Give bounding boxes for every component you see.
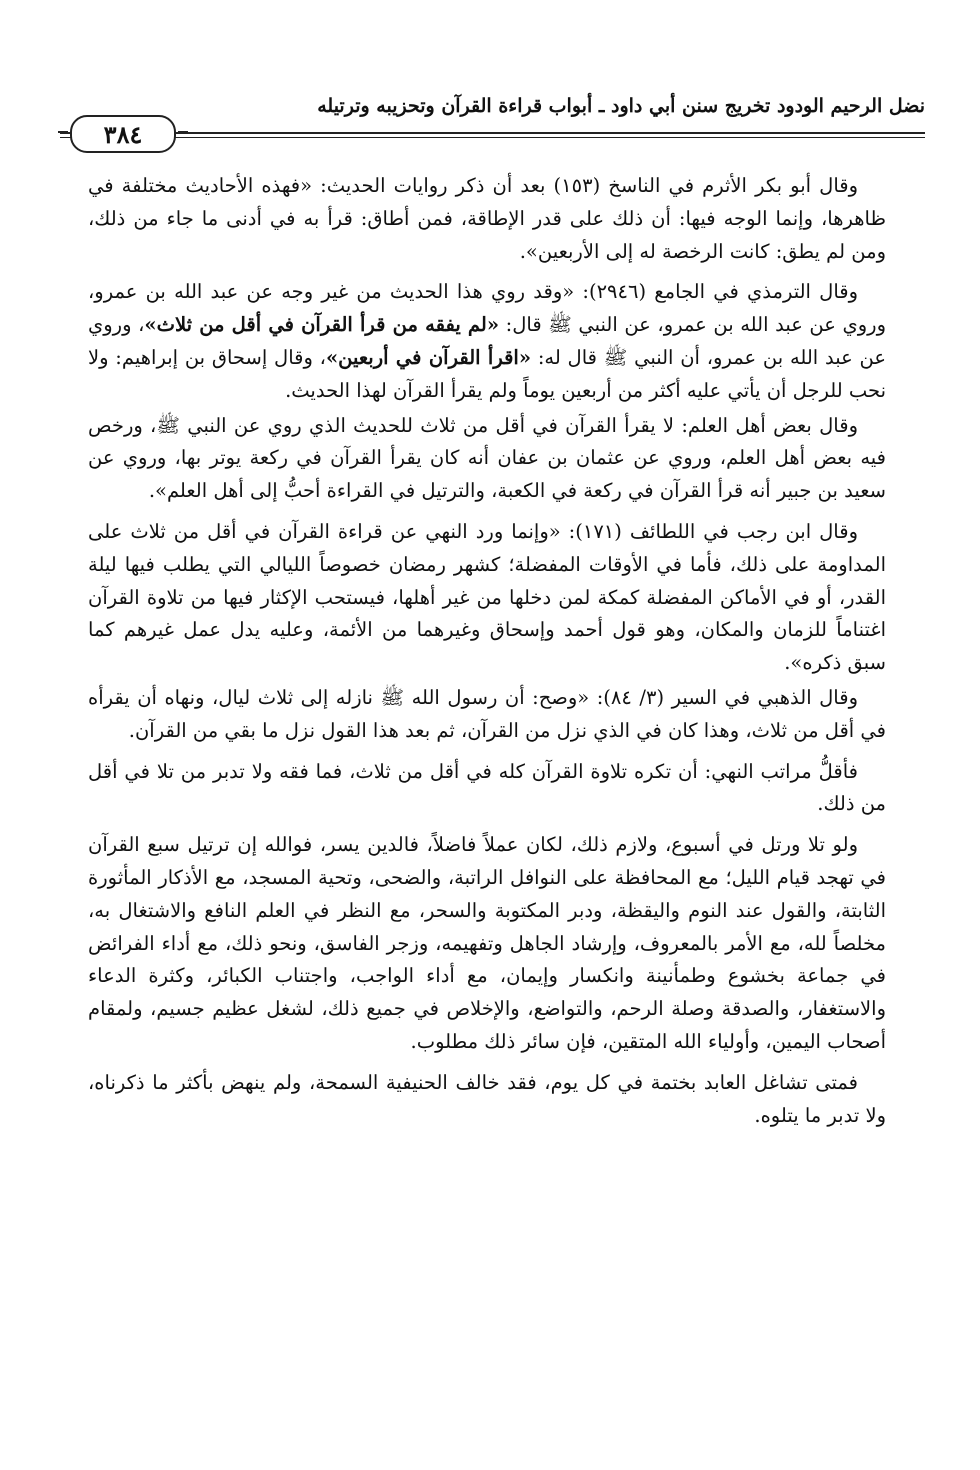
paragraph-tartil: ولو تلا ورتل في أسبوع، ولازم ذلك، لكان عملاً فاضلاً، فالدين يسر، فوالله إن ترتيل سبع القرآن في تهجد قيام الليل؛ مع المحافظة على النوافل الراتبة، والضحى، وتحية المسجد، مع الأذكار المأثورة الثابتة، والقول عند النوم واليقظة، ودبر المكتوبة والسحر، مع النظر في العلم النافع والاشتغال به، مخلصاً لله، مع الأمر بالمعروف، وإرشاد الجاهل وتفهيمه، وزجر الفاسق، ونحو ذلك، مع أداء الفرائض في جماعة بخشوع وطمأنينة وانكسار وإيمان، مع أداء الواجب، واجتناب الكبائر، وكثرة الدعاء والاستغفار، والصدقة وصلة الرحم، والتواضع، والإخلاص في جميع ذلك، لشغل عظيم جسيم، ولمقام أصحاب اليمين، وأولياء الله المتقين، فإن سائر ذلك مطلوب.: [88, 833, 886, 1053]
header-rule: [60, 132, 925, 138]
text-run: ، وروي عن عبد الله بن عمرو، أن النبي ﷺ قال له:: [88, 313, 886, 369]
paragraph-ahl-al-ilm: وقال بعض أهل العلم: لا يقرأ القرآن في أقل من ثلاث للحديث الذي روي عن النبي ﷺ، ورخص فيه بعض أهل العلم، وروي عن عثمان بن عفان أنه كان يقرأ القرآن في ركعة يوتر بها، وروي عن سعيد بن جبير أنه قرأ القرآن في ركعة في الكعبة، والترتيل في القراءة أحبُّ إلى أهل العلم».: [88, 413, 886, 503]
hadith-quote-bold: «اقرأ القرآن في أربعين»: [325, 345, 532, 369]
paragraph-conclusion: فمتى تشاغل العابد بختمة في كل يوم، فقد خالف الحنيفية السمحة، ولم ينهض بأكثر ما ذكرناه، ولا تدبر ما يتلوه.: [88, 1070, 886, 1127]
hadith-quote-bold: «لم يفقه من قرأ القرآن في أقل من ثلاث»: [144, 313, 500, 337]
main-text: [88, 170, 886, 1134]
paragraph-ibn-rajab: وقال ابن رجب في اللطائف (١٧١): «وإنما ورد النهي عن قراءة القرآن في أقل من ثلاث على المداومة على ذلك، فأما في الأوقات المفضلة؛ كشهر رمضان خصوصاً الليالي التي يطلب فيها ليلة القدر، أو في الأماكن المفضلة كمكة لمن دخلها من غير أهلها، فيستحب الإكثار فيها من تلاوة القرآن اغتناماً للزمان والمكان، وهو قول أحمد وإسحاق وغيرهما من الأئمة، وعليه يدل عمل غيرهم كما سبق ذكره».: [88, 519, 886, 675]
text-run: ، وقال إسحاق بن إبراهيم: ولا نحب للرجل أن يأتي عليه أكثر من أربعين يوماً ولم يقرأ القرآن لهذا الحديث.: [88, 345, 886, 402]
paragraph-tirmidhi: [88, 276, 886, 407]
page-number-badge: ٣٨٤: [70, 115, 176, 153]
paragraph-dhahabi: وقال الذهبي في السير (٣/ ٨٤): «وصح: أن رسول الله ﷺ نازله إلى ثلاث ليال، ونهاه أن يقرأه في أقل من ثلاث، وهذا كان في الذي نزل من القرآن، ثم بعد هذا القول نزل ما بقي من القرآن.: [88, 685, 886, 742]
paragraph-maratib: فأقلُّ مراتب النهي: أن تكره تلاوة القرآن كله في أقل من ثلاث، فما فقه ولا تدبر من تلا في أقل من ذلك.: [88, 759, 886, 816]
paragraph-athram: وقال أبو بكر الأثرم في الناسخ (١٥٣) بعد أن ذكر روايات الحديث: «فهذه الأحاديث مختلفة في ظاهرها، وإنما الوجه فيها: أن ذلك على قدر الإطاقة، فمن أطاق: قرأ به في أدنى ما جاء من ذلك، ومن لم يطق: كانت الرخصة له إلى الأربعين».: [88, 174, 886, 263]
text-run: وقال الترمذي في الجامع (٢٩٤٦): «وقد روي هذا الحديث من غير وجه عن عبد الله بن عمرو، وروي عن عبد الله بن عمرو، عن النبي ﷺ قال:: [88, 280, 887, 337]
header-title: نضل الرحيم الودود تخريج سنن أبي داود ـ أبواب قراءة القرآن وتحزيبه وترتيله: [317, 95, 925, 117]
running-header: [60, 95, 925, 157]
